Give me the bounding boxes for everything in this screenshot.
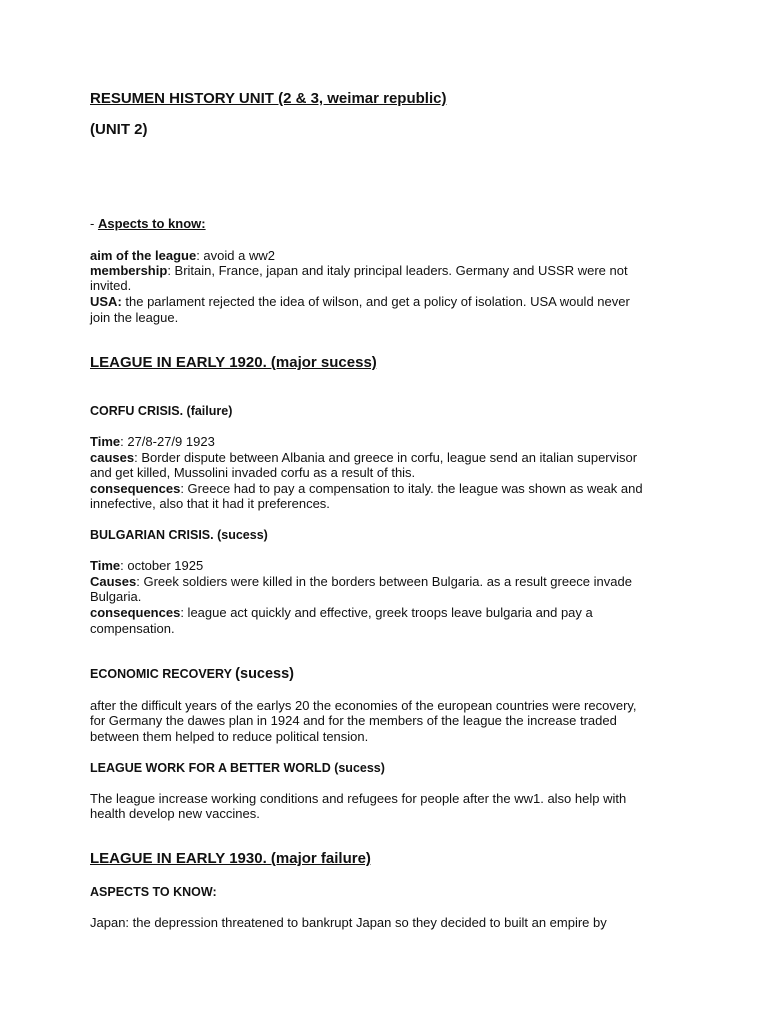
bulgarian-consequences-text-2: compensation. — [90, 621, 175, 636]
economic-heading-status: (sucess) — [235, 666, 295, 682]
aim-line — [90, 248, 275, 264]
better-world-heading: LEAGUE WORK FOR A BETTER WORLD (sucess) — [90, 761, 385, 775]
corfu-causes-line — [90, 450, 637, 466]
membership-label: membership — [90, 263, 168, 278]
economic-text-3: between them helped to reduce political tension. — [90, 729, 369, 744]
bulgarian-time-text: : october 1925 — [120, 558, 204, 573]
membership-line — [90, 263, 628, 279]
corfu-consequences-label: consequences — [90, 481, 181, 496]
bulgarian-causes-text-1: : Greek soldiers were killed in the borders between Bulgaria. as a result greece invade — [136, 574, 632, 589]
usa-text-2: join the league. — [90, 310, 179, 325]
bulgarian-causes-text-2: Bulgaria. — [90, 589, 142, 604]
corfu-consequences-text-1: : Greece had to pay a compensation to italy. the league was shown as weak and — [180, 481, 643, 496]
corfu-causes-label: causes — [90, 450, 135, 465]
aim-label: aim of the league — [90, 248, 197, 263]
corfu-time-label: Time — [90, 434, 121, 449]
league-1930-heading: LEAGUE IN EARLY 1930. (major failure) — [90, 850, 371, 867]
aim-text: : avoid a ww2 — [196, 248, 275, 263]
japan-text: Japan: the depression threatened to bankrupt Japan so they decided to built an empire by — [90, 915, 607, 930]
league-1920-heading: LEAGUE IN EARLY 1920. (major sucess) — [90, 354, 377, 371]
corfu-consequences-text-2: innefective, also that it had it preferences. — [90, 496, 330, 511]
bulgarian-consequences-label: consequences — [90, 605, 181, 620]
membership-text-1: : Britain, France, japan and italy principal leaders. Germany and USSR were not — [167, 263, 628, 278]
corfu-time-line — [90, 434, 215, 450]
bulgarian-time-line — [90, 558, 203, 574]
unit-heading: (UNIT 2) — [90, 121, 148, 138]
economic-heading: ECONOMIC RECOVERY — [90, 667, 236, 681]
corfu-causes-text-2: and get killed, Mussolini invaded corfu as a result of this. — [90, 465, 416, 480]
better-world-text-1: The league increase working conditions and refugees for people after the ww1. also help with — [90, 791, 627, 806]
economic-text-1: after the difficult years of the earlys 20 the economies of the european countries were recovery, — [90, 698, 637, 713]
aspects-heading: Aspects to know: — [97, 216, 206, 231]
corfu-causes-text-1: : Border dispute between Albania and greece in corfu, league send an italian supervisor — [134, 450, 638, 465]
bulgarian-consequences-text-1: : league act quickly and effective, greek troops leave bulgaria and pay a — [180, 605, 593, 620]
corfu-consequences-line — [90, 481, 643, 497]
aspects-heading-line — [90, 216, 206, 232]
bulgarian-time-label: Time — [90, 558, 121, 573]
usa-text-1: the parlament rejected the idea of wilson, and get a policy of isolation. USA would never — [121, 294, 630, 309]
aspects-to-know-heading: ASPECTS TO KNOW: — [90, 885, 217, 899]
bulgarian-consequences-line — [90, 605, 593, 621]
usa-line — [90, 294, 630, 310]
bulgarian-causes-label: Causes — [90, 574, 137, 589]
bulgarian-causes-line — [90, 574, 632, 590]
membership-text-2: invited. — [90, 278, 132, 293]
economic-text-2: for Germany the dawes plan in 1924 and for the members of the league the increase traded — [90, 713, 617, 728]
corfu-heading: CORFU CRISIS. (failure) — [90, 404, 233, 418]
better-world-text-2: health develop new vaccines. — [90, 806, 260, 821]
corfu-time-text: : 27/8-27/9 1923 — [120, 434, 215, 449]
document-title: RESUMEN HISTORY UNIT (2 & 3, weimar republic) — [90, 90, 447, 107]
economic-heading-line — [90, 666, 294, 682]
aspects-dash: - — [90, 216, 98, 231]
usa-label: USA: — [90, 294, 122, 309]
bulgarian-heading: BULGARIAN CRISIS. (sucess) — [90, 528, 268, 542]
